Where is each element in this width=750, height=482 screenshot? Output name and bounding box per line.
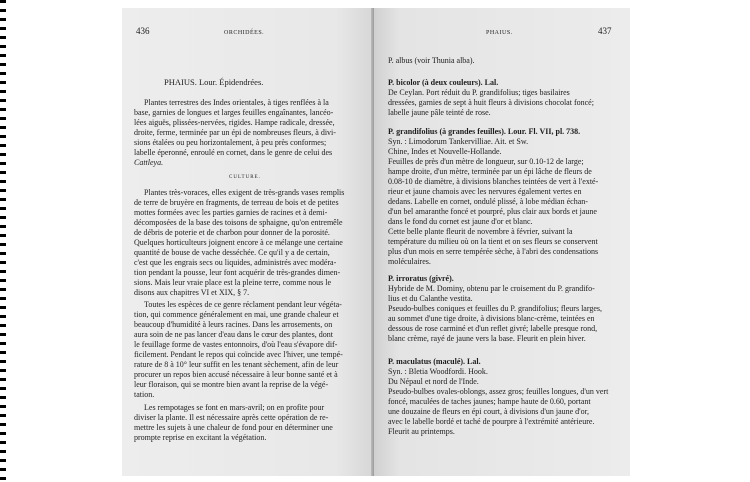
left-page-number: 436 (136, 26, 150, 36)
text-line: moléculaires. (388, 257, 431, 266)
text-line: Les rempotages se font en mars-avril; on en profite pour (144, 403, 325, 412)
text-line: Pseudo-bulbes ovales-oblongs, assez gros; feuilles longues, d'un vert (388, 387, 609, 396)
text-line: mottes formées avec les parties garnies de racines et à demi- (134, 208, 328, 217)
text-line: dressées, garnies de sept à huit fleurs à divisions chocolat foncé; (388, 98, 594, 107)
text-line: aura soin de ne pas lancer d'eau dans le cœur des plantes, dont (134, 330, 333, 339)
text-line: Pseudo-bulbes coniques et feuilles du P. grandifolius; fleurs larges, (388, 304, 603, 313)
text-line: labelle éperonné, enroulé en cornet, dans le genre de celui des (134, 148, 333, 157)
text-line: diviser la plante. Il est nécessaire après cette opération de re- (134, 413, 329, 422)
text-line: le feuillage forme de vastes entonnoirs, d'où l'eau s'évapore dif- (134, 340, 338, 349)
text-line: beaucoup d'humidité à leurs racines. Dans les arrosements, on (134, 320, 333, 329)
text-line: Cattleya. (134, 158, 164, 167)
text-line: lées aiguës, plissées-nervées, rigides. Hampe radicale, dressée, (134, 118, 335, 127)
text-line: dans le fond du cornet est jaune d'or et blanc. (388, 217, 533, 226)
culture-heading: CULTURE. (229, 175, 261, 180)
text-line: procurer un repos bien accusé nécessaire à leur bonne santé et à (134, 370, 338, 379)
genus-heading: PHAIUS. Lour. Épidendrées. (164, 77, 264, 87)
text-line: Hybride de M. Dominy, obtenu par le croisement du P. grandifo- (388, 284, 595, 293)
text-line: Fleurit au printemps. (388, 427, 455, 436)
text-line: sions étalées ou peu horizontalement, à peu près conformes; (134, 138, 327, 147)
text-line: lius et du Calanthe vestita. (388, 294, 473, 303)
text-line: labelle jaune pâle teinté de rose. (388, 108, 491, 117)
left-running-head: ORCHIDÉES. (224, 30, 265, 36)
text-line: quantité de bouse de vache desséchée. Ce qu'il y a de certain, (134, 248, 330, 257)
text-line: disons aux chapitres VI et XIX, § 7. (134, 288, 250, 297)
text-line: Syn. : Bletia Woodfordi. Hook. (388, 367, 488, 376)
text-line: tion pendant la pousse, leur font acquérir de très-grandes dimen- (134, 268, 341, 277)
text-line: plus d'un mois en serre tempérée sèche, à l'abri des condensations (388, 247, 599, 256)
text-line: P. irroratus (givré). (388, 274, 454, 283)
text-line: hampe droite, d'un mètre, terminée par un épi lâche de fleurs de (388, 167, 592, 176)
text-line: dedans. Labelle en cornet, ondulé plissé, à lobe médian échan- (388, 197, 588, 206)
left-page (122, 8, 374, 476)
text-line: d'un bel amaranthe foncé et pourpré, plus clair aux bords et jaune (388, 207, 597, 216)
text-line: 0.08-10 de diamètre, à divisions blanches teintées de vert à l'exté- (388, 177, 599, 186)
text-line: dessous de rose carminé et d'un reflet givré; labelle presque rond, (388, 324, 598, 333)
text-line: avec le labelle bordé et taché de pourpre à l'extrémité antérieure. (388, 417, 595, 426)
text-line: P. bicolor (à deux couleurs). Lal. (388, 78, 499, 87)
text-line: foncé, maculées de taches jaunes; hampe haute de 0.60, portant (388, 397, 591, 406)
text-line: P. grandifolius (à grandes feuilles). Lour. Fl. VII, pl. 738. (388, 127, 581, 136)
text-line: tion, qui commence généralement en mai, une grande chaleur et (134, 310, 339, 319)
text-line: De Ceylan. Port réduit du P. grandifolius; tiges basilaires (388, 88, 570, 97)
text-line: de débris de poterie et de charbon pour donner de la porosité. (134, 228, 330, 237)
text-line: leur floraison, qui se montre bien avant la reprise de la végé- (134, 380, 329, 389)
text-line: P. maculatus (maculé). Lal. (388, 357, 481, 366)
text-line: rieur et jaune chamois avec les nervures également vertes en (388, 187, 582, 196)
open-book (122, 8, 630, 476)
text-line: tation. (134, 390, 155, 399)
text-line: Du Népaul et nord de l'Inde. (388, 377, 479, 386)
text-line: Syn. : Limodorum Tankervilliae. Ait. et Sw. (388, 137, 529, 146)
text-line: base, garnies de longues et larges feuilles engaînantes, lancéo- (134, 108, 334, 117)
text-line: sions. Mais leur vraie place est la pleine terre, comme nous le (134, 278, 332, 287)
text-line: rature de 8 à 10° leur suffit en les tenant sèchement, afin de leur (134, 360, 339, 369)
text-line: température du milieu où on la tient et on ses fleurs se conservent (388, 237, 598, 246)
text-line: Quelques horticulteurs joignent encore à ce mélange une certaine (134, 238, 343, 247)
text-line: Chine, Indes et Nouvelle-Hollande. (388, 147, 502, 156)
text-line: au sommet d'une tige droite, à divisions blanc-crème, teintées en (388, 314, 595, 323)
entry-albus: P. albus (voir Thunia alba). (388, 56, 475, 65)
right-page (374, 8, 630, 476)
right-running-head: PHAIUS. (486, 30, 513, 36)
text-line: prompte reprise en excitant la végétation. (134, 433, 267, 442)
text-line: de terre de bruyère en fragments, de terreau de bois et de petites (134, 198, 339, 207)
right-page-number: 437 (598, 26, 612, 36)
text-line: une douzaine de fleurs en épi court, à divisions d'un jaune d'or, (388, 407, 589, 416)
text-line: droite, ferme, terminée par un épi de nombreuses fleurs, à divi- (134, 128, 336, 137)
text-line: mettre les sujets à une chaleur de fond pour en déterminer une (134, 423, 333, 432)
text-line: Plantes très-voraces, elles exigent de très-grands vases remplis (144, 188, 345, 197)
text-line: Cette belle plante fleurit de novembre à février, suivant la (388, 227, 573, 236)
text-line: blanc crème, rayé de jaune vers la base. Fleurit en plein hiver. (388, 334, 586, 343)
text-line: c'est que les engrais secs ou liquides, administrés avec modéra- (134, 258, 337, 267)
text-line: Feuilles de près d'un mètre de longueur, sur 0.10-12 de large; (388, 157, 584, 166)
scan-edge-strip (0, 0, 6, 482)
text-line: ficilement. Pendant le repos qui coïncide avec l'hiver, une tempé- (134, 350, 343, 359)
text-line: décomposées de la base des toisons de sphaigne, qu'on entremêle (134, 218, 343, 227)
text-line: Plantes terrestres des Indes orientales, à tiges renflées à la (144, 98, 329, 107)
text-line: Toutes les espèces de ce genre réclament pendant leur végéta- (144, 300, 342, 309)
